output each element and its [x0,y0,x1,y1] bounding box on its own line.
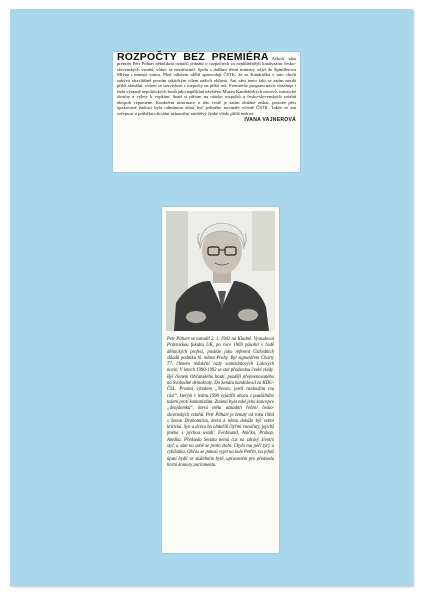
article-body [117,51,296,116]
newspaper-clipping-rozpocty [113,52,300,172]
portrait-image [166,211,275,331]
portrait-photo [166,211,275,331]
article-text: Ačkoli sám premiér Petr Pithart několikrát označil jednání o rozpočtech za nejdůležitější katalyzátor česko-slovenských vztahů, vůbec se nezúčastnil. Spolu s dalšími třemi ministry odjel do Špindlerova Mlýna i ministr vnitra. Před odletem sdělil zpravodaji ČSTK, že se Kandráčka v tuto chvíli zabývá obzvláštně prvním taktickým cílem našich občanů. Ani sám tento fakt se zatím nezdá příliš aktuální, ovšem se souvislostí s rozpočty na příští rok. Premiérův program navíc obsahuje i řadu výrazně nepolitických bodů jako například návštěvu Muzea Kandráčských ostrovů, turistické okruhy a výlety k vopkám. Snad si přitom na otázku rozpočtů a česko-slovenských vztahů alespoň vzpomene. Konkrétní informace o této cestě je zatím obtížné získat, protože přes opakované žádosti byla odmítnuta účast byť jediného novináře včetně ČSTK. Takže se ani veřejnost o průběhu oficiální zahraniční návštěvy české vlády příliš nedoví. [117,56,296,116]
biography-text: Petr Pithart se narodil 2. 1. 1941 na Kladně. Vystudoval Právnickou fakultu UK, po roce 1969 působil v řadě dělnických profesí, posléze jako referent Ústředních skladů podniku hl. města Prahy. Byl signatářem Charty 77, členem redakční rady samizdatových Lidových novin. V letech 1990-1992 se stal předsedou české vlády. Byl členem Občanského hnutí, později přejmenovaného na Svobodné demokraty. Do Senátu kandidoval za KDU-ČSL. Proslul výrokem „Nevím, jestli nesloužím tvu rást“, kterým v lednu 1990 vyjádřil obavu z paušálního tažení proti komunistům. Známá byla také jeho koncepce „dvojdomku“, která měla usnadnit řešení česko-slovenských vztahů. Petr Pithart je ženatý od roku 1964 s ženou Drahomírou, která k němu dokáže být velmi kritická. Syn a dcera bo obdařili čtyřmi vnoučaty, jejichž jména s pýchou uvádí: Ferdinand, Anička, Prokop, Anežka. Předseda Senátu nemá čas na zdravý životní styl, a sám na sobě se proto zlobí. Chybí mu péči týry a cyklistika. Občas se pokusí vyjet na kole Petřín, na jehož úpatí bydlí ve služebním bytě, upraveném pro předsedu horní komory parlamentu. [167,337,274,468]
newspaper-clipping-pithart [162,207,279,553]
article-signature: IVANA VAJNEROVÁ [244,116,296,123]
article-headline: ROZPOČTY BEZ PREMIÉRA [117,51,269,63]
